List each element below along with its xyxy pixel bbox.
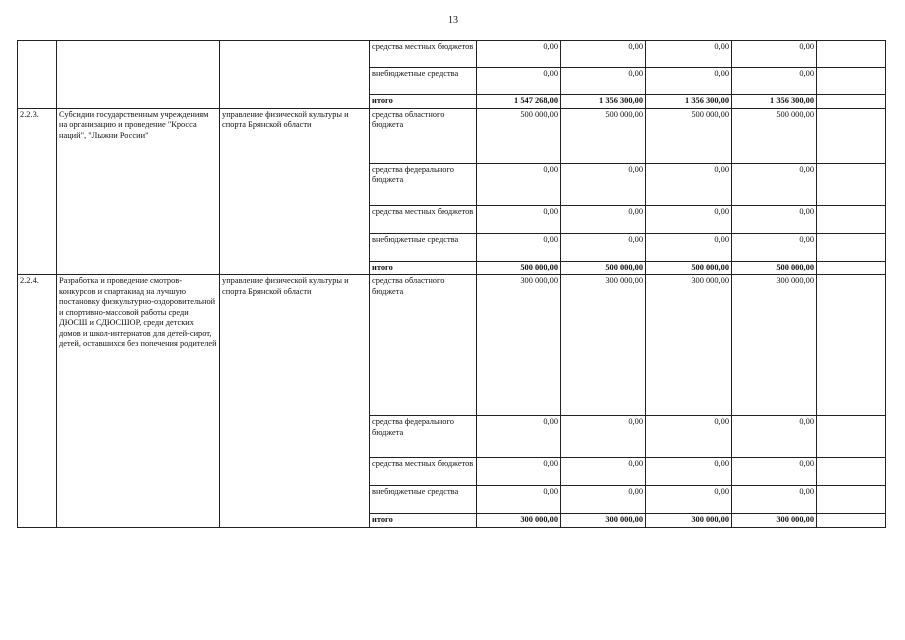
amount-cell: 0,00	[646, 458, 732, 486]
amount-cell: 300 000,00	[477, 275, 561, 416]
amount-cell: 0,00	[477, 416, 561, 458]
item-executor: управление физической культуры и спорта Брянской области	[220, 275, 370, 528]
empty-cell	[817, 41, 886, 68]
amount-cell: 300 000,00	[732, 514, 817, 528]
funding-source: итого	[370, 514, 477, 528]
funding-source: внебюджетные средства	[370, 68, 477, 95]
amount-cell: 500 000,00	[732, 108, 817, 163]
budget-table	[17, 40, 886, 528]
funding-source: внебюджетные средства	[370, 233, 477, 261]
empty-cell	[817, 68, 886, 95]
amount-cell: 1 547 268,00	[477, 95, 561, 109]
amount-cell: 0,00	[561, 416, 646, 458]
amount-cell: 0,00	[646, 233, 732, 261]
empty-cell	[817, 261, 886, 275]
funding-source: итого	[370, 261, 477, 275]
amount-cell: 500 000,00	[732, 261, 817, 275]
item-executor: управление физической культуры и спорта Брянской области	[220, 108, 370, 275]
amount-cell: 500 000,00	[646, 261, 732, 275]
amount-cell: 500 000,00	[646, 108, 732, 163]
empty-cell	[817, 163, 886, 205]
empty-cell	[817, 205, 886, 233]
table-row	[18, 108, 886, 163]
amount-cell: 0,00	[561, 486, 646, 514]
amount-cell: 0,00	[646, 205, 732, 233]
amount-cell: 0,00	[561, 458, 646, 486]
amount-cell: 0,00	[646, 41, 732, 68]
page-number: 13	[448, 15, 458, 26]
amount-cell: 0,00	[477, 458, 561, 486]
amount-cell: 300 000,00	[561, 514, 646, 528]
amount-cell: 0,00	[646, 68, 732, 95]
amount-cell: 300 000,00	[477, 514, 561, 528]
amount-cell: 1 356 300,00	[732, 95, 817, 109]
amount-cell: 0,00	[477, 486, 561, 514]
empty-cell	[817, 514, 886, 528]
item-name: Разработка и проведение смотров-конкурсов и спартакиад на лучшую постановку физкультурно-оздоровительной и спортивно-массовой работы среди ДЮСШ и СДЮСШОР, среди детских домов и школ-интернатов для детей-сирот, детей, оставшихся без попечения родителей	[57, 275, 220, 528]
amount-cell: 0,00	[477, 41, 561, 68]
funding-source: внебюджетные средства	[370, 486, 477, 514]
amount-cell: 500 000,00	[477, 261, 561, 275]
amount-cell: 0,00	[561, 163, 646, 205]
empty-cell	[817, 95, 886, 109]
amount-cell: 300 000,00	[561, 275, 646, 416]
amount-cell: 300 000,00	[646, 275, 732, 416]
funding-source: средства местных бюджетов	[370, 458, 477, 486]
code-cell	[18, 41, 57, 109]
amount-cell: 0,00	[646, 486, 732, 514]
name-cell	[57, 41, 220, 109]
amount-cell: 0,00	[732, 458, 817, 486]
amount-cell: 0,00	[646, 416, 732, 458]
empty-cell	[817, 108, 886, 163]
amount-cell: 0,00	[732, 205, 817, 233]
amount-cell: 500 000,00	[561, 108, 646, 163]
funding-source: средства местных бюджетов	[370, 41, 477, 68]
amount-cell: 0,00	[477, 205, 561, 233]
empty-cell	[817, 275, 886, 416]
item-code: 2.2.3.	[18, 108, 57, 275]
amount-cell: 0,00	[732, 41, 817, 68]
amount-cell: 0,00	[561, 233, 646, 261]
funding-source: итого	[370, 95, 477, 109]
amount-cell: 0,00	[561, 68, 646, 95]
executor-cell	[220, 41, 370, 109]
amount-cell: 0,00	[646, 163, 732, 205]
empty-cell	[817, 458, 886, 486]
amount-cell: 0,00	[561, 205, 646, 233]
table-row	[18, 275, 886, 416]
amount-cell: 1 356 300,00	[646, 95, 732, 109]
funding-source: средства областного бюджета	[370, 275, 477, 416]
item-name: Субсидии государственным учреждениям на организацию и проведение "Кросса наций", "Лыжни России"	[57, 108, 220, 275]
funding-source: средства федерального бюджета	[370, 163, 477, 205]
amount-cell: 300 000,00	[646, 514, 732, 528]
amount-cell: 1 356 300,00	[561, 95, 646, 109]
amount-cell: 500 000,00	[477, 108, 561, 163]
empty-cell	[817, 233, 886, 261]
amount-cell: 0,00	[732, 416, 817, 458]
amount-cell: 0,00	[732, 163, 817, 205]
amount-cell: 0,00	[477, 68, 561, 95]
amount-cell: 0,00	[477, 233, 561, 261]
amount-cell: 0,00	[732, 68, 817, 95]
empty-cell	[817, 416, 886, 458]
funding-source: средства федерального бюджета	[370, 416, 477, 458]
amount-cell: 0,00	[477, 163, 561, 205]
table-row	[18, 41, 886, 68]
amount-cell: 0,00	[732, 233, 817, 261]
funding-source: средства местных бюджетов	[370, 205, 477, 233]
empty-cell	[817, 486, 886, 514]
amount-cell: 500 000,00	[561, 261, 646, 275]
item-code: 2.2.4.	[18, 275, 57, 528]
amount-cell: 0,00	[732, 486, 817, 514]
amount-cell: 300 000,00	[732, 275, 817, 416]
funding-source: средства областного бюджета	[370, 108, 477, 163]
amount-cell: 0,00	[561, 41, 646, 68]
